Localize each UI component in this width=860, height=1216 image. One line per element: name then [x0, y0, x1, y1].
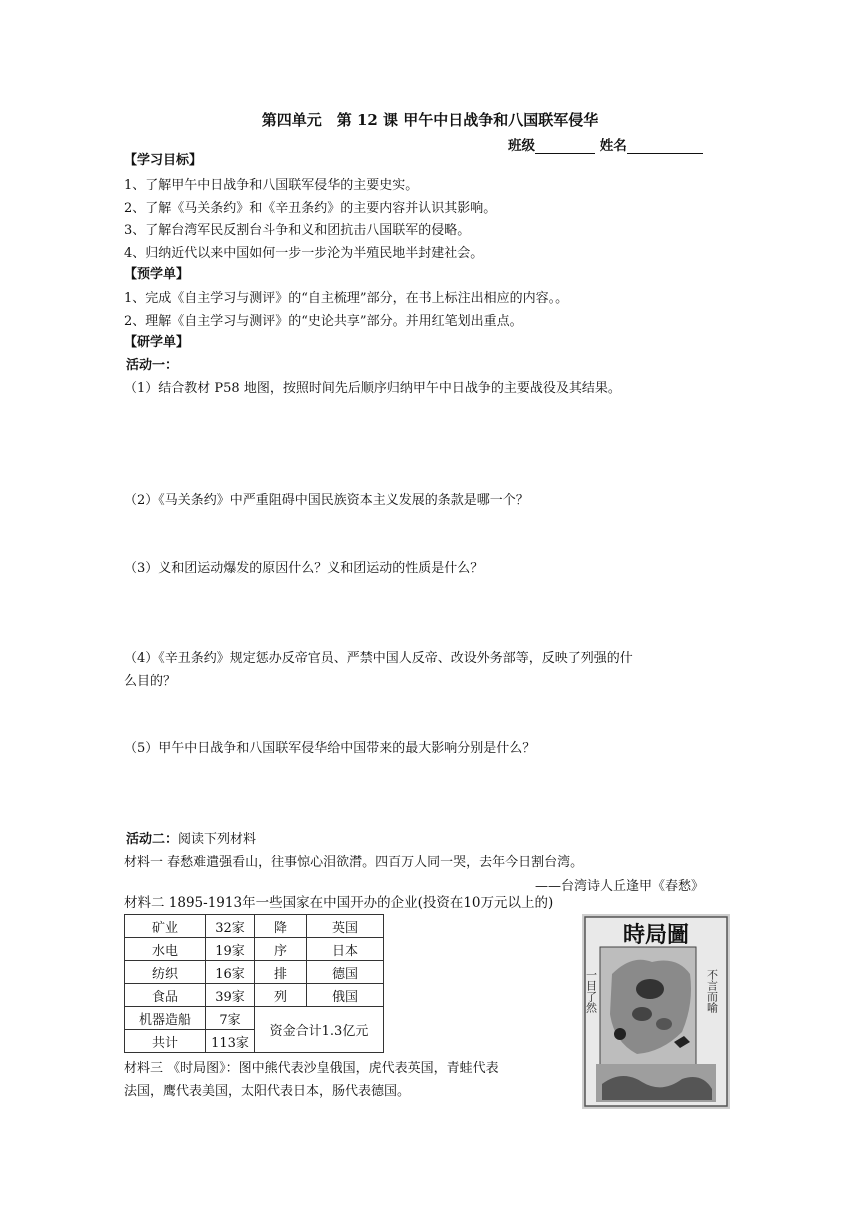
- poster-title: 時局圖: [622, 922, 690, 948]
- industry-cell: 食品: [125, 984, 206, 1007]
- objectives-heading: 【学习目标】: [124, 153, 203, 168]
- name-label: 姓名: [599, 138, 627, 154]
- table-row: [125, 915, 384, 938]
- material3-line1: 材料三 《时局图》：图中熊代表沙皇俄国，虎代表英国，青蛙代表: [124, 1061, 499, 1076]
- order-char-cell: 序: [255, 938, 307, 961]
- class-name-line: [508, 134, 703, 154]
- material1: 材料一 春愁难遣强看山，往事惊心泪欲潸。四百万人同一哭，去年今日割台湾。: [124, 855, 584, 870]
- country-cell: 德国: [307, 961, 384, 984]
- activity2-text: 阅读下列材料: [178, 832, 257, 847]
- objective-item: 1、了解甲午中日战争和八国联军侵华的主要史实。: [124, 178, 419, 193]
- industry-cell: 矿业: [125, 915, 206, 938]
- total-capital-cell: 资金合计1.3亿元: [255, 1007, 384, 1053]
- question-2: （2）《马关条约》中严重阻碍中国民族资本主义发展的条款是哪一个？: [124, 493, 529, 508]
- shijutu-poster-image: [582, 914, 730, 1109]
- table-row: [125, 961, 384, 984]
- material2: 材料二 1895-1913年一些国家在中国开办的企业(投资在10万元以上的): [124, 895, 554, 911]
- question-5: （5）甲午中日战争和八国联军侵华给中国带来的最大影响分别是什么？: [124, 741, 536, 756]
- industry-cell: 纺织: [125, 961, 206, 984]
- table-row: [125, 984, 384, 1007]
- question-4: （4）《辛丑条约》规定惩办反帝官员、严禁中国人反帝、改设外务部等，反映了列强的什: [124, 651, 633, 666]
- country-cell: 英国: [307, 915, 384, 938]
- class-blank[interactable]: [535, 141, 595, 154]
- order-char-cell: 降: [255, 915, 307, 938]
- country-cell: 日本: [307, 938, 384, 961]
- class-label: 班级: [508, 138, 535, 154]
- count-cell: 7家: [206, 1007, 255, 1030]
- poster-left-text: 一目了然: [584, 969, 598, 1013]
- table-row: [125, 1007, 384, 1030]
- order-char-cell: 排: [255, 961, 307, 984]
- question-3: （3）义和团运动爆发的原因什么？义和团运动的性质是什么？: [124, 561, 484, 576]
- count-cell: 32家: [206, 915, 255, 938]
- preview-heading: 【预学单】: [124, 267, 190, 282]
- material1-source: ——台湾诗人丘逢甲《春愁》: [535, 879, 705, 894]
- industry-cell: 共计: [125, 1030, 206, 1053]
- study-heading: 【研学单】: [124, 335, 190, 350]
- activity2-line: [126, 833, 256, 846]
- objective-item: 2、了解《马关条约》和《辛丑条约》的主要内容并认识其影响。: [124, 201, 497, 216]
- order-char-cell: 列: [255, 984, 307, 1007]
- industry-cell: 水电: [125, 938, 206, 961]
- poster-right-text: 不言而喻: [705, 969, 719, 1013]
- objective-item: 3、了解台湾军民反割台斗争和义和团抗击八国联军的侵略。: [124, 223, 471, 238]
- table-row: [125, 938, 384, 961]
- enterprise-table: [124, 914, 384, 1053]
- page-title: 第四单元 第 12 课 甲午中日战争和八国联军侵华: [261, 111, 599, 129]
- count-cell: 113家: [206, 1030, 255, 1053]
- count-cell: 39家: [206, 984, 255, 1007]
- count-cell: 16家: [206, 961, 255, 984]
- preview-item: 1、完成《自主学习与测评》的“自主梳理”部分，在书上标注出相应的内容。。: [124, 291, 569, 306]
- objective-item: 4、归纳近代以来中国如何一步一步沦为半殖民地半封建社会。: [124, 246, 484, 261]
- name-blank[interactable]: [627, 141, 703, 154]
- material3-line2: 法国，鹰代表美国，太阳代表日本，肠代表德国。: [124, 1084, 411, 1099]
- industry-cell: 机器造船: [125, 1007, 206, 1030]
- count-cell: 19家: [206, 938, 255, 961]
- question-4-cont: 么目的？: [124, 674, 177, 689]
- question-1: （1）结合教材 P58 地图，按照时间先后顺序归纳甲午中日战争的主要战役及其结果。: [124, 381, 621, 396]
- country-cell: 俄国: [307, 984, 384, 1007]
- preview-item: 2、理解《自主学习与测评》的“史论共享”部分。并用红笔划出重点。: [124, 314, 523, 329]
- activity2-label: 活动二：: [126, 832, 179, 847]
- activity1-label: 活动一：: [126, 358, 179, 373]
